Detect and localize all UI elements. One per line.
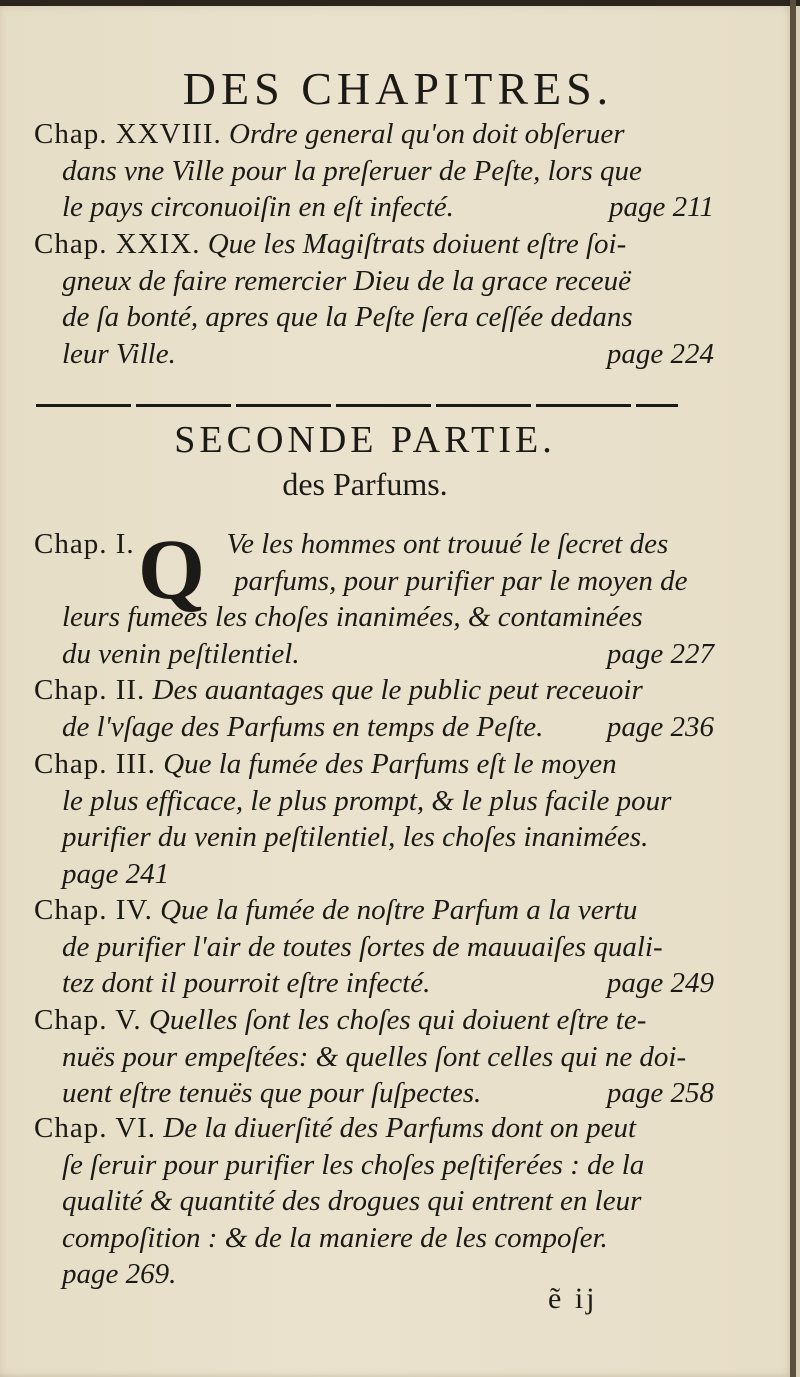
chapter-title-line: le pays circonuoiſin en eſt infecté. (62, 191, 454, 223)
chapter-label: Chap. V. (34, 1004, 142, 1036)
page-number: page 258 (606, 1077, 714, 1109)
chapter-title-line: nuës pour empeſtées: & quelles ſont celles qui ne doi- (62, 1040, 687, 1073)
chapter-title-line: uent eſtre tenuës que pour ſuſpectes. (62, 1077, 482, 1109)
chapter-label: Chap. I. (34, 528, 135, 560)
chapter-title-line: Que les Magiſtrats doiuent eſtre ſoi- (207, 228, 627, 260)
toc-entry-29 (34, 226, 714, 372)
chapter-title-line: Ve les hommes ont trouué le ſecret des (226, 528, 669, 560)
chapter-label: Chap. II. (34, 674, 146, 706)
part-subtitle: des Parfums. (282, 466, 448, 502)
signature-mark: ẽ ij (548, 1282, 598, 1315)
chapter-title-line: gneux de faire remercier Dieu de la grace receuë (62, 264, 632, 297)
chapter-title-line: tez dont il pourroit eſtre infecté. (62, 967, 431, 999)
chapter-title-line: leur Ville. (62, 337, 176, 370)
page-number: page 269. (62, 1258, 177, 1290)
toc-entry-1 (34, 521, 714, 672)
chapter-title-line: Que la fumée des Parfums eſt le moyen (163, 748, 617, 780)
top-edge (0, 0, 800, 6)
page-gutter (790, 0, 796, 1377)
page-number: page 227 (606, 637, 714, 670)
chapter-label: Chap. IV. (34, 894, 153, 926)
chapter-title-line: du venin peſtilentiel. (62, 637, 300, 670)
page-number: page 211 (609, 191, 714, 223)
chapter-title-line: qualité & quantité des drogues qui entrent en leur (62, 1185, 642, 1217)
page-number: page 241 (62, 857, 170, 890)
chapter-title-line: le plus efficace, le plus prompt, & le plus facile pour (62, 784, 672, 817)
page-number: page 224 (606, 337, 714, 370)
page-number: page 249 (606, 967, 714, 999)
chapter-label: Chap. III. (34, 748, 156, 780)
toc-entry-6 (34, 1110, 714, 1293)
toc-entry-28 (34, 116, 714, 226)
section-rule (36, 404, 678, 407)
chapter-title-line: purifier du venin peſtilentiel, les choſes inanimées. (62, 821, 649, 853)
chapter-title-line: Ordre general qu'on doit obſeruer (229, 118, 625, 150)
toc-entry-4 (34, 892, 714, 1002)
page-number: page 236 (606, 710, 714, 743)
chapter-title-line: De la diuerſité des Parfums dont on peut (163, 1112, 637, 1144)
chapter-label: Chap. XXVIII. (34, 118, 222, 150)
toc-entry-5 (34, 1002, 714, 1112)
chapter-title-line: de ſa bonté, apres que la Peſte ſera ceſſée dedans (62, 301, 633, 333)
toc-entry-3 (34, 746, 714, 892)
chapter-title-line: compoſition : & de la maniere de les compoſer. (62, 1221, 608, 1254)
chapter-title-line: Quelles ſont les choſes qui doiuent eſtre te- (148, 1004, 647, 1036)
chapter-label: Chap. VI. (34, 1112, 157, 1144)
chapter-title-line: de l'vſage des Parfums en temps de Peſte. (62, 710, 544, 743)
chapter-title-line: parfums, pour purifier par le moyen de (234, 564, 688, 597)
chapter-title-line: Que la fumée de noſtre Parfum a la vertu (160, 894, 638, 926)
chapter-title-line: dans vne Ville pour la preſeruer de Peſte, lors que (62, 154, 642, 187)
drop-cap: Q (138, 521, 205, 617)
chapter-title-line: leurs fumees les choſes inanimées, & contaminées (62, 601, 643, 633)
part-title: SECONDE PARTIE. (174, 419, 556, 461)
toc-entry-2 (34, 672, 714, 745)
running-head: DES CHAPITRES. (182, 63, 614, 114)
chapter-label: Chap. XXIX. (34, 228, 201, 260)
chapter-title-line: de purifier l'air de toutes ſortes de mauuaiſes quali- (62, 930, 663, 963)
chapter-title-line: ſe ſeruir pour purifier les choſes peſtiferées : de la (62, 1148, 645, 1181)
chapter-title-line: Des auantages que le public peut receuoir (152, 674, 643, 706)
